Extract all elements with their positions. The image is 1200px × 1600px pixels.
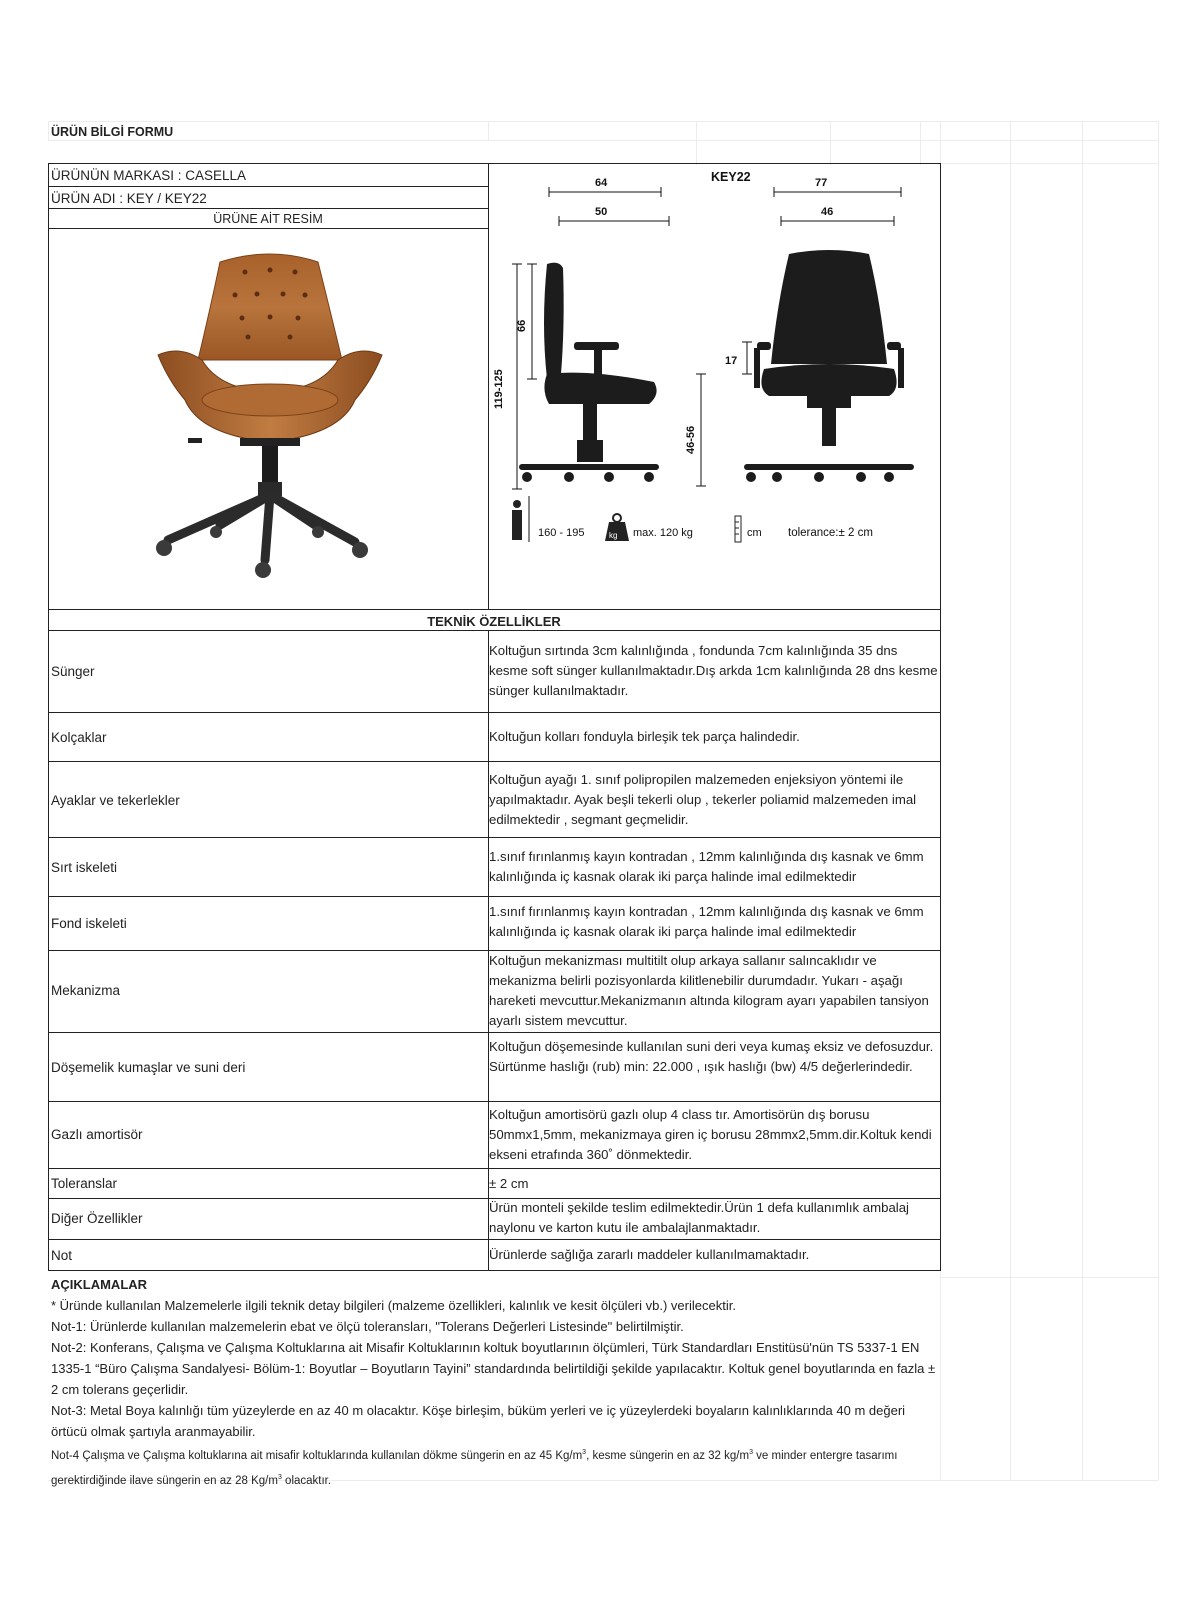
dim-seat-height: 46-56: [685, 425, 697, 454]
legend-unit: cm: [747, 527, 762, 539]
weight-icon-label: kg: [609, 531, 618, 540]
spec-label: Döşemelik kumaşlar ve suni deri: [51, 1060, 246, 1075]
spec-label: Not: [51, 1248, 73, 1263]
spec-label: Kolçaklar: [51, 730, 107, 745]
spec-value: Koltuğun sırtında 3cm kalınlığında , fondunda 7cm kalınlığında 35 dns kesme soft sünger kullanılmaktadır.Dış arkda 1cm kalınlığında 28 dns kesme sünger kullanılmaktadır.: [489, 643, 938, 698]
spec-value: Ürünlerde sağlığa zararlı maddeler kullanılmamaktadır.: [489, 1247, 810, 1262]
weight-kg-icon: [605, 514, 629, 541]
spec-label: Ayaklar ve tekerlekler: [51, 793, 180, 808]
notes-title: AÇIKLAMALAR: [51, 1277, 148, 1292]
spec-value: Koltuğun amortisörü gazlı olup 4 class tır. Amortisörün dış borusu 50mmx1,5mm, mekanizmaya giren iç borusu 28mmx2,5mm.dir.Koltuk kendi ekseni etrafında 360˚ dönmektedir.: [489, 1107, 932, 1162]
note-item: Not-2: Konferans, Çalışma ve Çalışma Koltuklarına ait Misafir Koltuklarının koltuk boyutlarının ölçümleri, Türk Standardları Enstitüsü'nün TS 5337-1 EN 1335-1 “Büro Çalışma Sandalyesi- Bölüm-1: Boyutlar – Boyutların Tayini” standardında belirtildiği şekilde yapılacaktır. Koltuk genel boyutlarında en fazla ± 2 cm tolerans geçerlidir.: [51, 1340, 936, 1397]
note-item: Not-1: Ürünlerde kullanılan malzemelerin ebat ve ölçü toleransları, "Tolerans Değerleri Listesinde" belirtilmiştir.: [51, 1319, 684, 1334]
note-item: Not-3: Metal Boya kalınlığı tüm yüzeylerde en az 40 m olacaktır. Köşe birleşim, büküm yerleri ve iç yüzeylerdeki boyaların kalınlıklarında 40 m değeri örtücü olmak şartıyla aranmayabilir.: [51, 1403, 906, 1439]
technical-drawing: [489, 164, 939, 609]
spec-value: Ürün monteli şekilde teslim edilmektedir.Ürün 1 defa kullanımlık ambalaj naylonu ve karton kutu ile ambalajlanmaktadır.: [489, 1200, 909, 1235]
note-item: * Üründe kullanılan Malzemelerle ilgili teknik detay bilgileri (malzeme özellikleri, kalınlık ve kesit ölçüleri vb.) verilecektir.: [51, 1298, 736, 1313]
dim-side-top: 64: [595, 177, 608, 189]
dim-front-top: 77: [815, 177, 828, 189]
spec-label: Mekanizma: [51, 983, 121, 998]
product-name-line: ÜRÜN ADI : KEY / KEY22: [51, 191, 207, 206]
spec-value: Koltuğun kolları fonduyla birleşik tek parça halindedir.: [489, 729, 800, 744]
spec-value: Koltuğun mekanizması multitilt olup arkaya sallanır salıncaklıdır ve mekanizma belirli pozisyonlarda kilitlenebilir durumdadır. Yukarı - aşağı hareketi mevcuttur.Mekanizmanın altında kilogram ayarı yapabilen tansiyon ayarlı sistem mevcuttur.: [489, 953, 929, 1028]
form-title: ÜRÜN BİLGİ FORMU: [51, 125, 174, 139]
dim-side-second: 50: [595, 206, 608, 218]
spec-value: ± 2 cm: [489, 1176, 529, 1191]
dim-front-second: 46: [821, 206, 834, 218]
spec-value: 1.sınıf fırınlanmış kayın kontradan , 12mm kalınlığında dış kasnak ve 6mm kalınlığında iç kasnak olarak iki parça halinde imal edilmektedir: [489, 849, 924, 884]
notes-section: [51, 1274, 941, 1492]
dim-total-height: 119-125: [493, 369, 505, 409]
image-caption: ÜRÜNE AİT RESİM: [213, 212, 323, 226]
legend-tolerance: tolerance:± 2 cm: [788, 527, 873, 539]
note-item-4: Not-4 Çalışma ve Çalışma koltuklarına ait misafir koltuklarında kullanılan dökme süngerin en az 45 $Kg/m^3$, kesme süngerin en az 32 $kg/m^3$ ve minder entergre tasarımı gerektirdiğinde ilave süngerin en az 28 $Kg/m^3$ olacaktır.: [51, 1449, 898, 1487]
spec-label: Diğer Özellikler: [51, 1211, 143, 1226]
spec-label: Gazlı amortisör: [51, 1127, 143, 1142]
spec-label: Sırt iskeleti: [51, 860, 118, 875]
tech-specs-title: TEKNİK ÖZELLİKLER: [427, 614, 561, 629]
spec-label: Sünger: [51, 664, 95, 679]
drawing-model-label: KEY22: [711, 170, 751, 184]
person-height-icon: [512, 496, 529, 542]
spec-value: Koltuğun ayağı 1. sınıf polipropilen malzemeden enjeksiyon yöntemi ile yapılmaktadır. Ayak beşli tekerli olup , tekerler poliamid malzemeden imal edilmektedir , segmant geçmelidir.: [489, 772, 917, 827]
ruler-cm-icon: [735, 516, 741, 542]
brand-line: ÜRÜNÜN MARKASI : CASELLA: [51, 168, 247, 183]
chair-photo: [150, 250, 390, 595]
dim-arm-height: 17: [725, 355, 738, 367]
spec-label: Fond iskeleti: [51, 916, 127, 931]
legend-max-weight: max. 120 kg: [633, 527, 693, 539]
spec-label: Toleranslar: [51, 1176, 118, 1191]
legend-user-height: 160 - 195: [538, 527, 585, 539]
spec-value: Koltuğun döşemesinde kullanılan suni deri veya kumaş eksiz ve defosuzdur. Sürtünme haslığı (rub) min: 22.000 , ışık haslığı (bw) 4/5 değerlerindedir.: [489, 1039, 934, 1074]
dim-back-height: 66: [516, 319, 528, 332]
spec-value: 1.sınıf fırınlanmış kayın kontradan , 12mm kalınlığında dış kasnak ve 6mm kalınlığında iç kasnak olarak iki parça halinde imal edilmektedir: [489, 904, 924, 939]
